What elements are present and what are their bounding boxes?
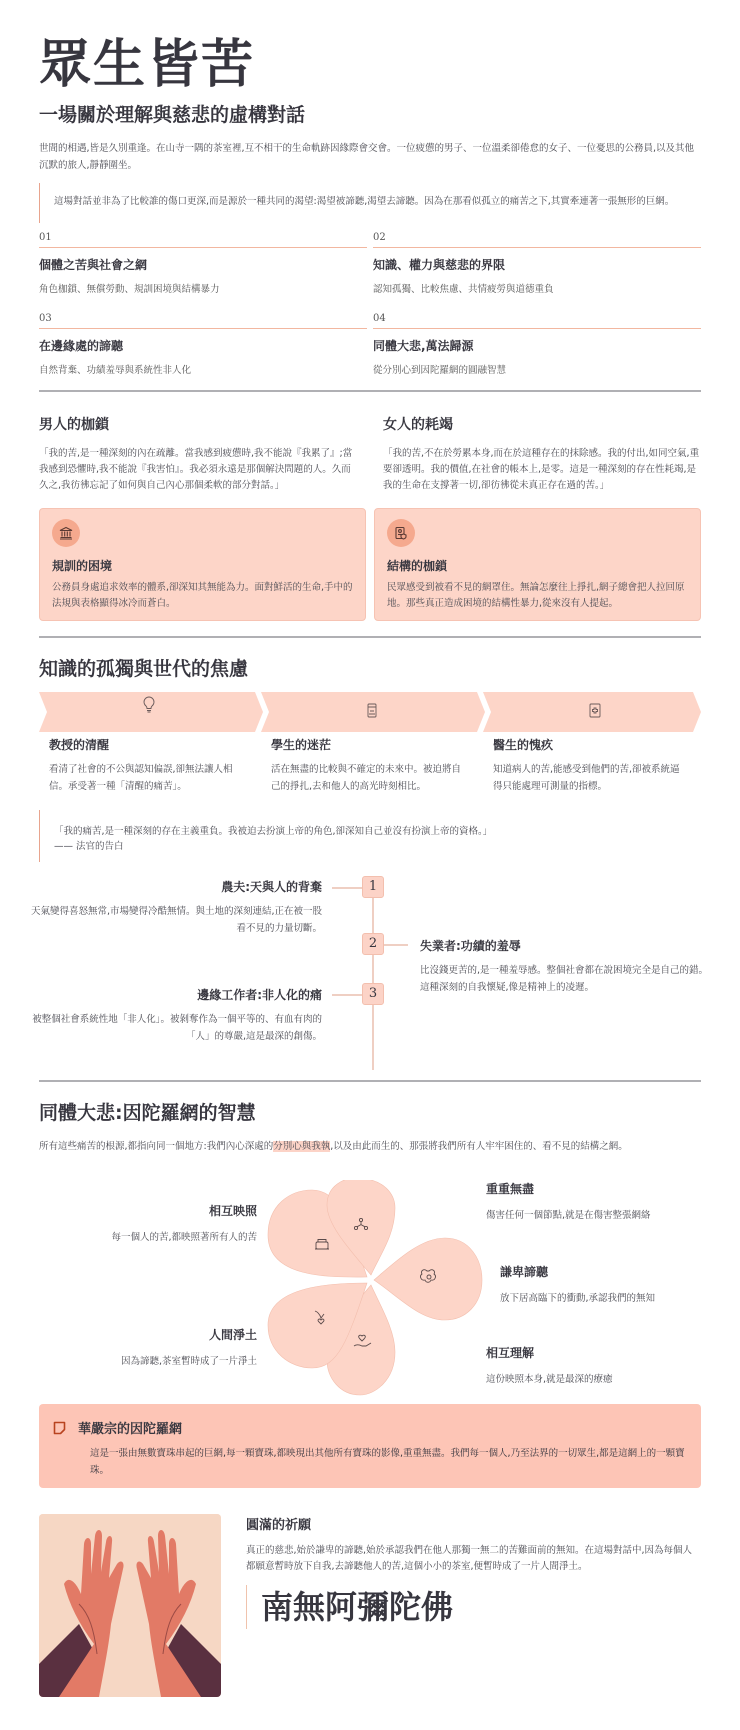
- final-prayer: [246, 1514, 701, 1629]
- card-title: 規訓的困境: [52, 559, 113, 573]
- final-title: 圓滿的祈願: [246, 1518, 312, 1533]
- section3-intro: [39, 1138, 701, 1152]
- toc-item-1[interactable]: [39, 232, 367, 295]
- card-discipline: [39, 508, 366, 621]
- timeline-title: 農夫:天與人的背棄: [221, 880, 322, 894]
- section-title-indra-net: 同體大悲:因陀羅網的智慧: [39, 1102, 256, 1124]
- toc-item-2[interactable]: [373, 232, 701, 295]
- highlight-text: 分別心與我執: [273, 1141, 331, 1152]
- petal-text: 這份映照本身,就是最深的療癒: [486, 1374, 613, 1385]
- petal-label-pure-land: [97, 1326, 257, 1367]
- petal-title: 相互映照: [208, 1204, 257, 1218]
- timeline-text: 被整個社會系統性地「非人化」。被剝奪作為一個平等的、有血有肉的「人」的尊嚴,這是最深的創傷。: [32, 1014, 322, 1042]
- step-doctor: [479, 736, 699, 795]
- timeline-badge-1: 1: [362, 876, 384, 898]
- woman-title: 女人的耗竭: [383, 417, 453, 433]
- intro-text: ,以及由此而生的、那張將我們所有人牢牢困住的、看不見的結構之網。: [330, 1141, 628, 1152]
- petal-title: 相互理解: [486, 1346, 535, 1360]
- step-text: 知道病人的苦,能感受到他們的苦,卻被系統逼得只能處理可測量的指標。: [493, 764, 680, 792]
- timeline-title: 失業者:功績的羞辱: [420, 939, 521, 953]
- timeline-connector: [332, 994, 362, 996]
- page-title: 眾生皆苦: [39, 35, 256, 95]
- toc-item-4[interactable]: [373, 313, 701, 376]
- note-icon: [53, 1421, 66, 1435]
- petal-text: 每一個人的苦,都映照著所有人的苦: [111, 1232, 257, 1243]
- toc-title: 個體之苦與社會之網: [39, 258, 148, 272]
- card-text: 公務員身處追求效率的體系,卻深知其無能為力。面對鮮活的生命,手中的法規與表格顯得冰冷而蒼白。: [52, 582, 353, 609]
- indra-net-note: [39, 1404, 701, 1488]
- timeline-connector: [384, 944, 408, 946]
- quote-text: 「我的痛苦,是一種深刻的存在主義重負。我被迫去扮演上帝的角色,卻深知自己並沒有扮演上帝的資格。」: [54, 826, 493, 837]
- timeline-item-marginal-worker: [22, 986, 322, 1045]
- toc-title: 知識、權力與慈悲的界限: [373, 258, 506, 272]
- card-structure: [374, 508, 701, 621]
- man-title: 男人的枷鎖: [39, 417, 109, 433]
- quote-attribution: —— 法官的告白: [54, 841, 124, 852]
- timeline-text: 比沒錢更苦的,是一種羞辱感。整個社會都在說困境完全是自己的錯。這種深刻的自我懷疑,像是精神上的凌遲。: [420, 965, 709, 993]
- timeline-title: 邊緣工作者:非人化的痛: [197, 988, 322, 1002]
- toc-desc: 認知孤獨、比較焦慮、共情疲勞與道德重負: [373, 284, 554, 295]
- petal-text: 放下居高臨下的衝動,承認我們的無知: [500, 1293, 656, 1304]
- timeline-badge-2: 2: [362, 933, 384, 955]
- petal-title: 人間淨土: [208, 1328, 257, 1342]
- card-text: 民眾感受到被看不見的網罩住。無論怎麼往上掙扎,網子總會把人拉回原地。那些真正造成困境的結構性暴力,從來沒有人提起。: [387, 582, 685, 609]
- step-title: 醫生的愧疚: [493, 738, 554, 752]
- step-text: 看清了社會的不公與認知偏誤,卻無法讓人相信。承受著一種「清醒的痛苦」。: [49, 764, 233, 792]
- chevron-process-bar: [39, 692, 701, 732]
- timeline-badge-3: 3: [362, 983, 384, 1005]
- petal-label-infinite: [486, 1180, 706, 1221]
- intro-callout: 這場對話並非為了比較誰的傷口更深,而是源於一種共同的渴望:渴望被諦聽,渴望去諦聽。因為在那看似孤立的痛苦之下,其實牽連著一張無形的巨網。: [39, 183, 701, 223]
- divider: [39, 390, 701, 392]
- five-petal-diagram: [260, 1180, 500, 1400]
- divider: [39, 1080, 701, 1082]
- step-title: 學生的迷茫: [271, 738, 332, 752]
- gender-quotes: [39, 414, 701, 494]
- petal-label-humble-listening: [500, 1263, 710, 1304]
- page-subtitle: 一場關於理解與慈悲的虛構對話: [39, 104, 306, 126]
- toc-desc: 從分別心到因陀羅網的圓融智慧: [373, 365, 507, 376]
- woman-quote: 「我的苦,不在於勞累本身,而在於這種存在的抹除感。我的付出,如同空氣,重要卻透明。我的價值,在社會的帳本上,是零。這是一種深刻的存在性耗竭,是我的生命在支撐著一切,卻彷彿從未真正存在過的苦。」: [383, 448, 700, 491]
- toc-item-3[interactable]: [39, 313, 367, 376]
- toc-number: 03: [39, 313, 367, 329]
- toc-title: 在邊緣處的諦聽: [39, 339, 124, 353]
- petal-text: 因為諦聽,茶室暫時成了一片淨土: [120, 1356, 257, 1367]
- toc-number: 01: [39, 232, 367, 248]
- divider: [39, 636, 701, 638]
- petal-text: 傷害任何一個節點,就是在傷害整張網絡: [486, 1210, 651, 1221]
- table-of-contents: [39, 232, 701, 376]
- note-header: [53, 1418, 687, 1437]
- man-quote: 「我的苦,是一種深刻的內在疏離。當我感到疲憊時,我不能說『我累了』;當我感到恐懼時,我不能說『我害怕』。我必須永遠是那個解決問題的人。久而久之,我彷彿忘記了如何與自己內心那個柔軟的部分對話。」: [39, 448, 353, 491]
- intro-paragraph: 世間的相遇,皆是久別重逢。在山寺一隅的茶室裡,互不相干的生命軌跡因緣際會交會。一位疲憊的男子、一位溫柔卻倦怠的女子、一位憂思的公務員,以及其他沉默的旅人,靜靜圍坐。: [39, 143, 695, 171]
- knowledge-steps: [39, 736, 701, 795]
- man-quote-block: [39, 414, 357, 494]
- petal-title: 重重無盡: [486, 1182, 535, 1196]
- judge-quote: [39, 810, 701, 862]
- final-text: 真正的慈悲,始於謙卑的諦聽,始於承認我們在他人那獨一無二的苦難面前的無知。在這場對話中,因為每個人都願意暫時放下自我,去諦聽他人的苦,這個小小的茶室,便暫時成了一片人間淨土。: [246, 1545, 693, 1572]
- bank-icon: [52, 519, 80, 547]
- petal-label-mutual-reflection: [97, 1202, 257, 1243]
- toc-number: 04: [373, 313, 701, 329]
- section-title-knowledge: 知識的孤獨與世代的焦慮: [39, 658, 249, 680]
- toc-number: 02: [373, 232, 701, 248]
- id-badge-shield-icon: [387, 519, 415, 547]
- toc-title: 同體大悲,萬法歸源: [373, 339, 474, 353]
- timeline-item-unemployed: [420, 937, 710, 996]
- note-text: 這是一張由無數寶珠串起的巨網,每一顆寶珠,都映現出其他所有寶珠的影像,重重無盡。我們每一個人,乃至法界的一切眾生,都是這網上的一顆寶珠。: [90, 1448, 685, 1476]
- woman-quote-block: [373, 414, 701, 494]
- step-professor: [39, 736, 259, 795]
- timeline-text: 天氣變得喜怒無常,市場變得冷酷無情。與土地的深刻連結,正在被一股看不見的力量切斷。: [30, 906, 322, 934]
- step-title: 教授的清醒: [49, 738, 110, 752]
- praying-hands-illustration: [39, 1514, 221, 1697]
- structure-cards: [39, 508, 701, 621]
- timeline-item-farmer: [22, 878, 322, 937]
- step-text: 活在無盡的比較與不確定的未來中。被迫將自己的掙扎,去和他人的高光時刻相比。: [271, 764, 462, 792]
- mantra: 南無阿彌陀佛: [246, 1585, 701, 1629]
- toc-desc: 自然背棄、功績羞辱與系統性非人化: [39, 365, 192, 376]
- petal-title: 謙卑諦聽: [500, 1265, 549, 1279]
- step-student: [259, 736, 479, 795]
- note-title: 華嚴宗的因陀羅網: [78, 1422, 183, 1437]
- card-title: 結構的枷鎖: [387, 559, 448, 573]
- intro-text: 所有這些痛苦的根源,都指向同一個地方:我們內心深處的: [39, 1141, 274, 1152]
- petal-label-understanding: [486, 1344, 706, 1385]
- timeline-line: [372, 892, 374, 1070]
- timeline-connector: [332, 887, 362, 889]
- toc-desc: 角色枷鎖、無償勞動、規訓困境與結構暴力: [39, 284, 220, 295]
